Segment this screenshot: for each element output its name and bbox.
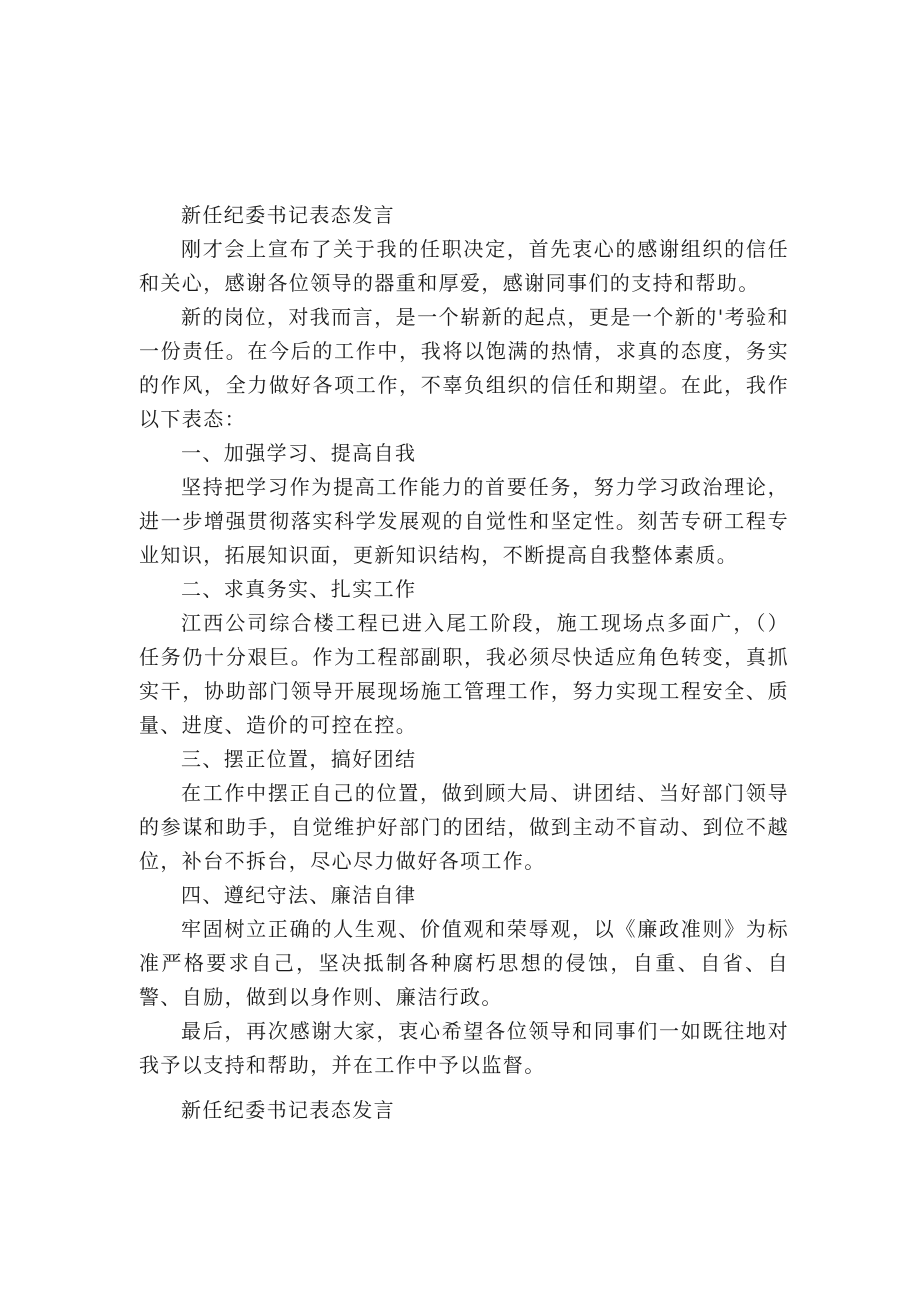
section-heading-discipline: 四、遵纪守法、廉洁自律 (181, 883, 417, 907)
paragraph-new-post: 新的岗位，对我而言，是一个崭新的起点，更是一个新的'考验和一份责任。在今后的工作中，我将以饱满的热情，求真的态度，务实的作风，全力做好各项工作，不辜负组织的信任和期望。在此，我作以下表态： (139, 305, 789, 431)
section-heading-work: 二、求真务实、扎实工作 (181, 577, 417, 601)
document-body (139, 198, 789, 1082)
paragraph-opening: 刚才会上宣布了关于我的任职决定，首先衷心的感谢组织的信任和关心，感谢各位领导的器重和厚爱，感谢同事们的支持和帮助。 (139, 237, 789, 295)
document-title: 新任纪委书记表态发言 (181, 203, 395, 227)
paragraph-discipline: 牢固树立正确的人生观、价值观和荣辱观，以《廉政准则》为标准严格要求自己，坚决抵制各种腐朽思想的侵蚀，自重、自省、自警、自励，做到以身作则、廉洁行政。 (139, 917, 789, 1009)
footer-title: 新任纪委书记表态发言 (181, 1098, 395, 1122)
section-heading-study: 一、加强学习、提高自我 (181, 441, 417, 465)
paragraph-closing: 最后，再次感谢大家，衷心希望各位领导和同事们一如既往地对我予以支持和帮助，并在工作中予以监督。 (139, 1019, 789, 1077)
section-heading-position: 三、摆正位置，搞好团结 (181, 747, 417, 771)
paragraph-work: 江西公司综合楼工程已进入尾工阶段，施工现场点多面广，（）任务仍十分艰巨。作为工程部副职，我必须尽快适应角色转变，真抓实干，协助部门领导开展现场施工管理工作，努力实现工程安全、质量、进度、造价的可控在控。 (139, 611, 789, 737)
paragraph-study: 坚持把学习作为提高工作能力的首要任务，努力学习政治理论，进一步增强贯彻落实科学发展观的自觉性和坚定性。刻苦专研工程专业知识，拓展知识面，更新知识结构，不断提高自我整体素质。 (139, 475, 789, 567)
paragraph-position: 在工作中摆正自己的位置，做到顾大局、讲团结、当好部门领导的参谋和助手，自觉维护好部门的团结，做到主动不盲动、到位不越位，补台不拆台，尽心尽力做好各项工作。 (139, 781, 789, 873)
